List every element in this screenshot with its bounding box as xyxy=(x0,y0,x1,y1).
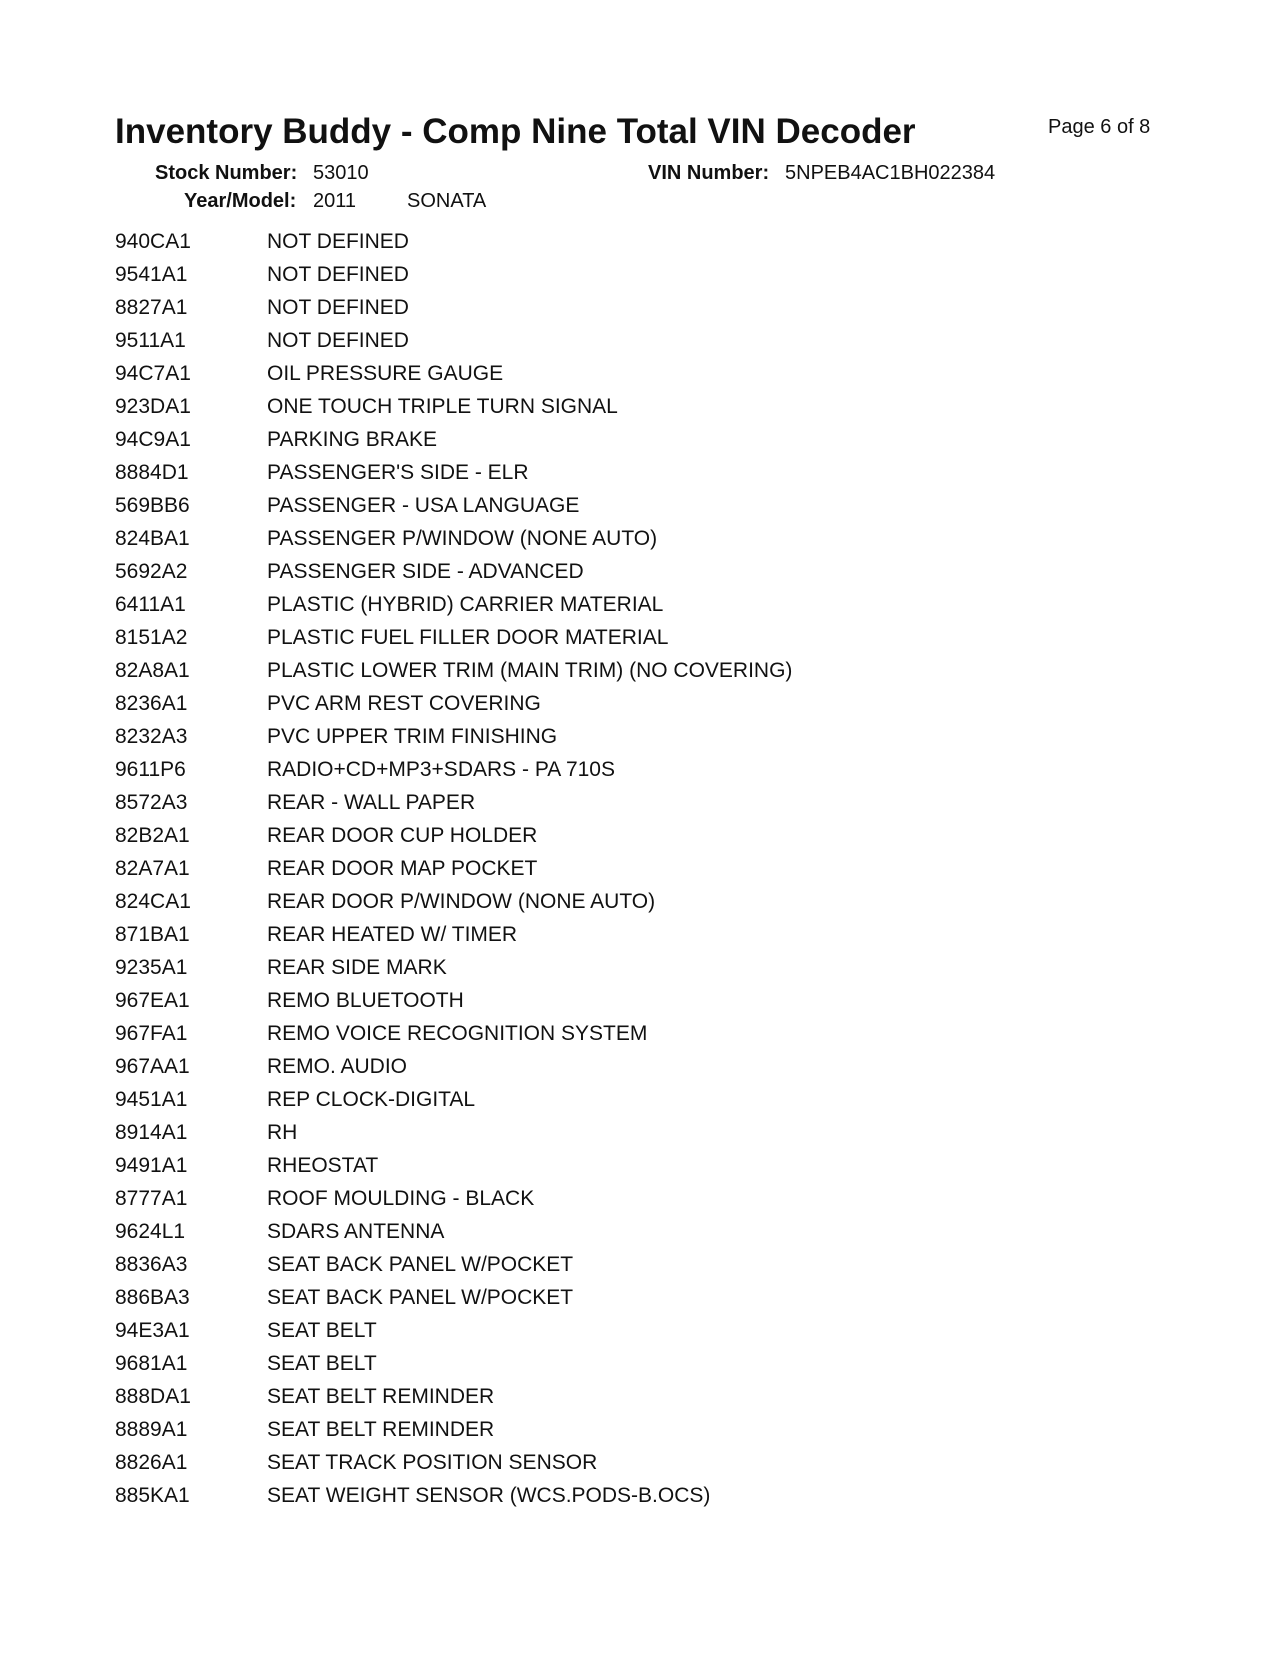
list-item xyxy=(115,923,792,956)
option-code: 8236A1 xyxy=(115,692,188,715)
option-description: NOT DEFINED xyxy=(267,263,409,286)
option-description: PVC ARM REST COVERING xyxy=(267,692,541,715)
vin-number-value: 5NPEB4AC1BH022384 xyxy=(785,162,996,184)
model-value: SONATA xyxy=(407,190,487,212)
option-description: REMO. AUDIO xyxy=(267,1055,408,1078)
list-item xyxy=(115,1352,792,1385)
option-description: SEAT WEIGHT SENSOR (WCS.PODS-B.OCS) xyxy=(267,1484,711,1507)
option-code: 9541A1 xyxy=(115,263,188,286)
option-code: 940CA1 xyxy=(115,230,191,253)
list-item xyxy=(115,560,792,593)
list-item xyxy=(115,428,792,461)
option-description: REAR DOOR P/WINDOW (NONE AUTO) xyxy=(267,890,656,913)
list-item xyxy=(115,395,792,428)
option-code: 8914A1 xyxy=(115,1121,188,1144)
option-code: 8826A1 xyxy=(115,1451,188,1474)
option-code: 8232A3 xyxy=(115,725,188,748)
page-title: Inventory Buddy - Comp Nine Total VIN Decoder xyxy=(115,112,916,151)
list-item xyxy=(115,1187,792,1220)
list-item xyxy=(115,659,792,692)
option-code: 569BB6 xyxy=(115,494,190,517)
option-code: 871BA1 xyxy=(115,923,190,946)
option-description: SEAT BELT xyxy=(267,1319,377,1342)
list-item xyxy=(115,725,792,758)
list-item xyxy=(115,362,792,395)
list-item xyxy=(115,461,792,494)
option-description: ONE TOUCH TRIPLE TURN SIGNAL xyxy=(267,395,618,418)
list-item xyxy=(115,890,792,923)
list-item xyxy=(115,1451,792,1484)
list-item xyxy=(115,329,792,362)
option-code: 9235A1 xyxy=(115,956,188,979)
option-code: 8827A1 xyxy=(115,296,188,319)
option-code: 8889A1 xyxy=(115,1418,188,1441)
option-description: REP CLOCK-DIGITAL xyxy=(267,1088,476,1111)
option-description: ROOF MOULDING - BLACK xyxy=(267,1187,535,1210)
option-code: 8151A2 xyxy=(115,626,188,649)
option-code: 9624L1 xyxy=(115,1220,186,1243)
option-description: RH xyxy=(267,1121,298,1144)
option-description: PVC UPPER TRIM FINISHING xyxy=(267,725,558,748)
list-item xyxy=(115,1484,792,1517)
option-code: 94C9A1 xyxy=(115,428,191,451)
year-model-label: Year/Model: xyxy=(184,190,297,212)
option-code: 886BA3 xyxy=(115,1286,190,1309)
option-code: 82A8A1 xyxy=(115,659,190,682)
list-item xyxy=(115,824,792,857)
option-code: 967FA1 xyxy=(115,1022,188,1045)
option-description: REAR DOOR CUP HOLDER xyxy=(267,824,538,847)
option-description: PLASTIC LOWER TRIM (MAIN TRIM) (NO COVERING) xyxy=(267,659,793,682)
option-code: 9511A1 xyxy=(115,329,186,352)
option-code: 9491A1 xyxy=(115,1154,188,1177)
option-description: NOT DEFINED xyxy=(267,230,409,253)
option-code: 94E3A1 xyxy=(115,1319,190,1342)
option-description: REAR HEATED W/ TIMER xyxy=(267,923,518,946)
stock-number-value: 53010 xyxy=(313,162,369,184)
option-code: 923DA1 xyxy=(115,395,191,418)
option-description: PLASTIC (HYBRID) CARRIER MATERIAL xyxy=(267,593,664,616)
list-item xyxy=(115,263,792,296)
list-item xyxy=(115,1154,792,1187)
option-description: PASSENGER - USA LANGUAGE xyxy=(267,494,580,517)
option-code: 824CA1 xyxy=(115,890,191,913)
list-item xyxy=(115,593,792,626)
option-description: PARKING BRAKE xyxy=(267,428,437,451)
option-description: SEAT BACK PANEL W/POCKET xyxy=(267,1286,574,1309)
list-item xyxy=(115,989,792,1022)
option-code: 885KA1 xyxy=(115,1484,190,1507)
list-item xyxy=(115,956,792,989)
option-code: 967EA1 xyxy=(115,989,190,1012)
option-description: REMO BLUETOOTH xyxy=(267,989,464,1012)
option-description: RHEOSTAT xyxy=(267,1154,379,1177)
list-item xyxy=(115,494,792,527)
list-item xyxy=(115,1286,792,1319)
option-code: 888DA1 xyxy=(115,1385,191,1408)
option-description: PASSENGER SIDE - ADVANCED xyxy=(267,560,584,583)
list-item xyxy=(115,1022,792,1055)
option-description: SEAT BELT xyxy=(267,1352,377,1375)
option-code: 8777A1 xyxy=(115,1187,188,1210)
option-code: 967AA1 xyxy=(115,1055,190,1078)
option-description: REAR DOOR MAP POCKET xyxy=(267,857,538,880)
option-code: 824BA1 xyxy=(115,527,190,550)
vin-number-label: VIN Number: xyxy=(648,162,770,184)
option-description: PASSENGER'S SIDE - ELR xyxy=(267,461,529,484)
list-item xyxy=(115,626,792,659)
year-value: 2011 xyxy=(313,190,357,212)
option-code: 9451A1 xyxy=(115,1088,188,1111)
option-code: 6411A1 xyxy=(115,593,186,616)
list-item xyxy=(115,230,792,263)
list-item xyxy=(115,1319,792,1352)
option-description: SEAT BELT REMINDER xyxy=(267,1418,495,1441)
option-code: 94C7A1 xyxy=(115,362,191,385)
option-code: 82A7A1 xyxy=(115,857,190,880)
list-item xyxy=(115,758,792,791)
option-description: SEAT BACK PANEL W/POCKET xyxy=(267,1253,574,1276)
option-description: NOT DEFINED xyxy=(267,329,409,352)
list-item xyxy=(115,1055,792,1088)
list-item xyxy=(115,1220,792,1253)
list-item xyxy=(115,296,792,329)
list-item xyxy=(115,1385,792,1418)
option-description: NOT DEFINED xyxy=(267,296,409,319)
list-item xyxy=(115,857,792,890)
list-item xyxy=(115,527,792,560)
option-code: 8836A3 xyxy=(115,1253,188,1276)
option-code: 9611P6 xyxy=(115,758,186,781)
stock-number-label: Stock Number: xyxy=(155,162,298,184)
option-code-list xyxy=(115,230,792,1517)
option-description: SEAT BELT REMINDER xyxy=(267,1385,495,1408)
option-description: REAR SIDE MARK xyxy=(267,956,447,979)
option-description: PASSENGER P/WINDOW (NONE AUTO) xyxy=(267,527,658,550)
list-item xyxy=(115,1418,792,1451)
list-item xyxy=(115,1121,792,1154)
option-code: 5692A2 xyxy=(115,560,188,583)
option-description: SEAT TRACK POSITION SENSOR xyxy=(267,1451,598,1474)
option-code: 8572A3 xyxy=(115,791,188,814)
list-item xyxy=(115,791,792,824)
list-item xyxy=(115,692,792,725)
option-code: 8884D1 xyxy=(115,461,189,484)
option-description: REAR - WALL PAPER xyxy=(267,791,476,814)
option-description: OIL PRESSURE GAUGE xyxy=(267,362,504,385)
option-code: 9681A1 xyxy=(115,1352,188,1375)
page-number: Page 6 of 8 xyxy=(1048,116,1151,138)
option-description: PLASTIC FUEL FILLER DOOR MATERIAL xyxy=(267,626,669,649)
option-description: SDARS ANTENNA xyxy=(267,1220,445,1243)
option-description: RADIO+CD+MP3+SDARS - PA 710S xyxy=(267,758,615,781)
option-code: 82B2A1 xyxy=(115,824,190,847)
list-item xyxy=(115,1088,792,1121)
option-description: REMO VOICE RECOGNITION SYSTEM xyxy=(267,1022,648,1045)
list-item xyxy=(115,1253,792,1286)
